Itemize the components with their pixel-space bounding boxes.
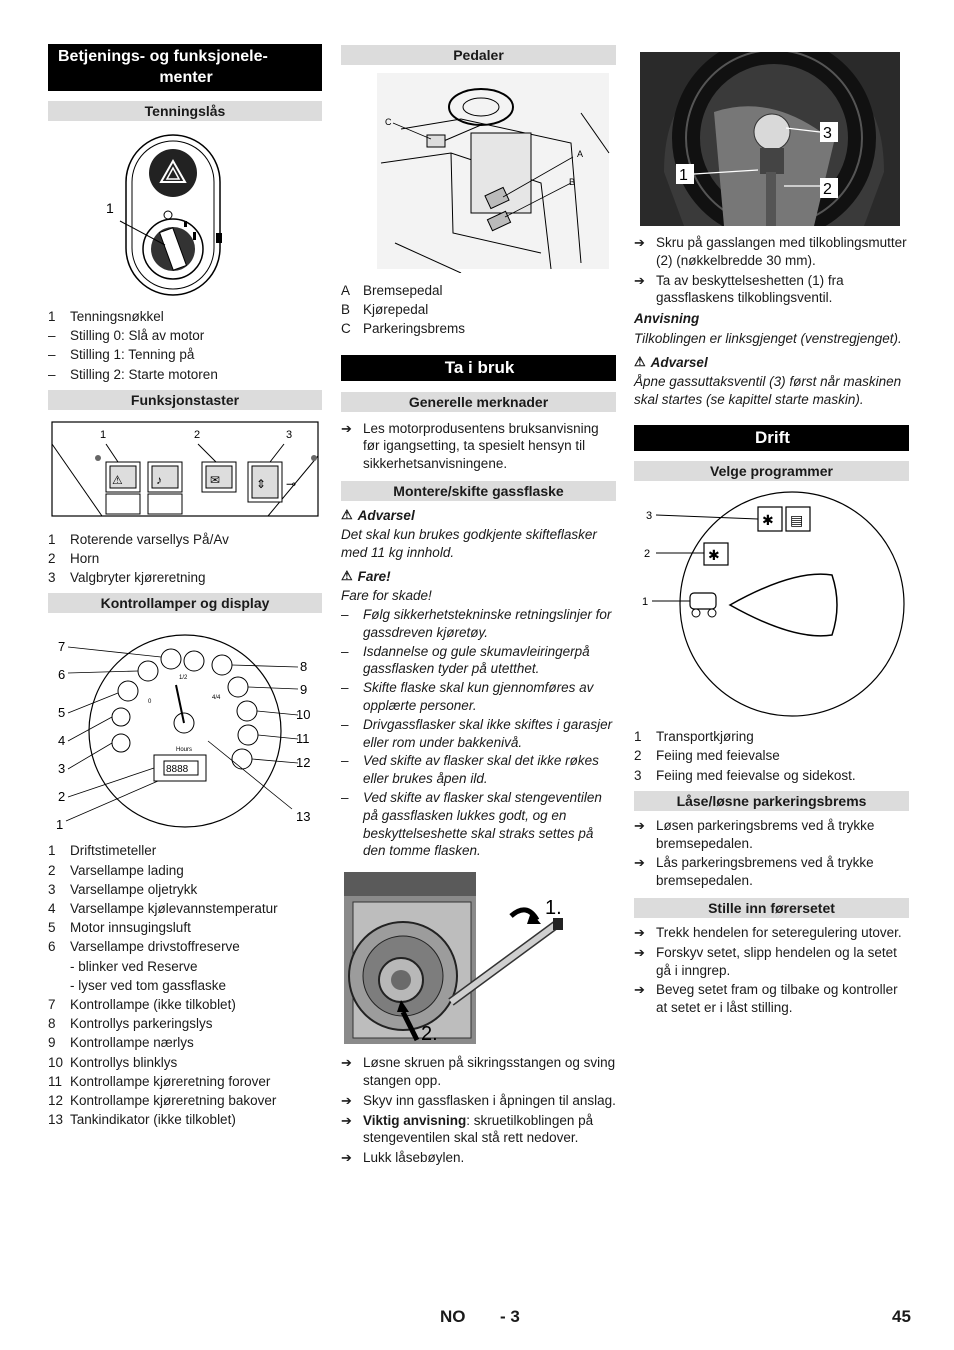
ignition-figure xyxy=(48,129,322,299)
list-item: 13 Tankindikator (ikke tilkoblet) xyxy=(48,1112,236,1128)
arrow-icon: ➔ xyxy=(634,855,645,871)
display-heading: Kontrollamper og display xyxy=(48,593,322,613)
callout-11: 11 xyxy=(296,731,310,747)
list-item: - lyser ved tom gassflaske xyxy=(70,977,227,993)
list-item: C Parkeringsbrems xyxy=(341,321,466,337)
list-item: ➔ Viktig anvisning: skruetilkoblingen på stengeventilen skal stå rett nedover. xyxy=(341,1112,594,1146)
function-keys-heading: Funksjonstaster xyxy=(48,390,322,410)
callout-3: 3 xyxy=(286,428,293,441)
callout-2: 2 xyxy=(58,789,66,805)
gas-bottle-illustration xyxy=(341,872,616,1046)
callout-1: 1 xyxy=(642,596,649,609)
arrow-icon: ➔ xyxy=(634,924,645,940)
list-item: ➔ Beveg setet fram og tilbake og kontroller at setet er i låst stilling. xyxy=(634,982,898,1016)
callout-a: A xyxy=(577,149,584,159)
function-keys-panel-illustration xyxy=(48,418,322,522)
gas-steps xyxy=(341,1054,616,1167)
callout-2: 2 xyxy=(823,181,832,198)
brush-sidebrush-icon: ✱ xyxy=(762,512,774,529)
list-item: 4 Varsellampe kjølevannstemperatur xyxy=(48,901,278,917)
callout-4: 4 xyxy=(58,733,66,749)
general-heading: Generelle merknader xyxy=(341,392,616,412)
programs-list xyxy=(634,727,909,785)
callout-8: 8 xyxy=(300,659,308,675)
list-item: 10 Kontrollys blinklys xyxy=(48,1054,178,1070)
danger-label: ⚠ Fare! xyxy=(341,568,391,584)
list-item: 11 Kontrollampe kjøreretning forover xyxy=(48,1073,271,1089)
pedals-figure xyxy=(341,73,616,273)
programs-figure xyxy=(634,489,909,719)
section-title-commissioning: Ta i bruk xyxy=(341,355,616,381)
function-keys-figure xyxy=(48,418,322,522)
callout-1: 1 xyxy=(679,167,688,184)
arrow-icon: ➔ xyxy=(341,1055,352,1071)
instrument-panel-illustration xyxy=(48,623,322,833)
list-item: 2 Horn xyxy=(48,551,100,567)
callout-step-2: 2. xyxy=(421,1023,438,1046)
safety-list xyxy=(341,606,616,860)
seat-heading: Stille inn førersetet xyxy=(634,898,909,918)
hours-label: Hours xyxy=(176,747,193,754)
callout-12: 12 xyxy=(296,755,311,771)
list-item: – Stilling 0: Slå av motor xyxy=(48,328,205,344)
gas-valve-photo xyxy=(634,52,909,226)
list-item: 3 Feiing med feievalse og sidekost. xyxy=(634,767,856,783)
callout-6: 6 xyxy=(58,667,66,683)
arrow-icon: ➔ xyxy=(341,1150,352,1166)
callout-1: 1 xyxy=(56,817,64,833)
list-item: 5 Motor innsugingsluft xyxy=(48,920,191,936)
list-item: 9 Kontrollampe nærlys xyxy=(48,1035,194,1051)
footer-language: NO xyxy=(440,1307,466,1326)
warning-triangle-icon: ⚠ xyxy=(341,568,353,583)
arrow-icon: ➔ xyxy=(341,1112,352,1128)
list-item: ➔ Lukk låsebøylen. xyxy=(341,1150,465,1166)
section-title-operation: Drift xyxy=(634,425,909,451)
warning-text: Det skal kun brukes godkjente skifteflasker med 11 kg innhold. xyxy=(341,527,597,560)
display-figure xyxy=(48,623,322,833)
callout-13: 13 xyxy=(296,809,311,825)
callout-1: 1 xyxy=(106,200,114,216)
program-selector-illustration xyxy=(634,489,909,719)
gas-heading: Montere/skifte gassflaske xyxy=(341,481,616,501)
direction-selector-icon: ⇕ xyxy=(256,476,267,491)
hour-counter-icon: 8888 xyxy=(166,764,189,776)
list-item: 1 Driftstimeteller xyxy=(48,843,157,859)
arrow-icon: ➔ xyxy=(634,272,645,288)
footer-section: - 3 xyxy=(500,1307,520,1326)
light-icon: ✉ xyxy=(210,472,221,487)
callout-3: 3 xyxy=(823,125,832,142)
svg-text:⊸: ⊸ xyxy=(286,476,297,491)
list-item: – Ved skifte av flasker skal det ikke røkes eller brukes åpen ild. xyxy=(341,753,599,787)
list-item: 1 Tenningsnøkkel xyxy=(48,309,164,324)
list-item: – Følg sikkerhetstekninske retningslinjer for gassdreven kjøretøy. xyxy=(341,607,612,640)
list-item: B Kjørepedal xyxy=(341,302,429,318)
list-item: 1 Transportkjøring xyxy=(634,729,754,745)
list-item: ➔ Skyv inn gassflasken i åpningen til anslag. xyxy=(341,1092,616,1108)
hazard-button-icon xyxy=(149,149,197,197)
rotating-beacon-icon: ⚠ xyxy=(112,472,123,487)
list-item: ➔ Forskyv setet, slipp hendelen og la setet gå i inngrep. xyxy=(634,944,897,978)
callout-5: 5 xyxy=(58,705,66,721)
pedals-illustration xyxy=(341,73,616,273)
list-item: 3 Varsellampe oljetrykk xyxy=(48,881,198,897)
list-item: 3 Valgbryter kjøreretning xyxy=(48,570,206,586)
ignition-list xyxy=(48,307,322,384)
callout-b: B xyxy=(569,177,576,187)
arrow-icon: ➔ xyxy=(341,1092,352,1108)
callout-1: 1 xyxy=(100,428,107,441)
chapter-heading: Betjenings- og funksjonele- menter xyxy=(48,44,322,91)
brush-icon: ✱ xyxy=(708,547,720,564)
horn-icon: ♪ xyxy=(156,472,162,487)
general-note: ➔ Les motorprodusentens bruksanvisning før igangsetting, ta spesielt hensyn til sikkerhetsanvisningene. xyxy=(341,420,599,472)
column-left xyxy=(48,44,322,1135)
callout-c: C xyxy=(385,117,392,127)
arrow-icon: ➔ xyxy=(341,420,352,436)
ignition-heading: Tenningslås xyxy=(48,101,322,121)
note-label: Anvisning xyxy=(634,311,700,327)
callout-step-1: 1. xyxy=(545,897,562,920)
gauge-half: 1/2 xyxy=(179,675,188,682)
list-item: 6 Varsellampe drivstoffreserve xyxy=(48,939,240,955)
list-item: ➔ Skru på gasslangen med tilkoblingsmutter (2) (nøkkelbredde 30 mm). xyxy=(634,235,907,268)
callout-10: 10 xyxy=(296,707,311,723)
arrow-icon: ➔ xyxy=(634,817,645,833)
list-item: – Stilling 1: Tenning på xyxy=(48,347,195,363)
function-keys-list xyxy=(48,530,322,588)
column-right xyxy=(634,44,909,1019)
list-item: 8 Kontrollys parkeringslys xyxy=(48,1016,213,1032)
callout-2: 2 xyxy=(194,428,201,441)
pedals-list xyxy=(341,281,616,339)
callout-3: 3 xyxy=(58,761,66,777)
warning-triangle-icon: ⚠ xyxy=(634,354,646,370)
parking-heading: Låse/løsne parkeringsbrems xyxy=(634,791,909,811)
pedals-heading: Pedaler xyxy=(341,45,616,65)
callout-3: 3 xyxy=(646,510,653,523)
list-item: 1 Roterende varsellys På/Av xyxy=(48,531,229,547)
callout-7: 7 xyxy=(58,639,66,655)
warning-label: ⚠ Advarsel xyxy=(341,507,415,523)
programs-heading: Velge programmer xyxy=(634,461,909,481)
column-middle xyxy=(341,44,616,1169)
list-item: 2 Feiing med feievalse xyxy=(634,748,780,764)
display-list xyxy=(48,841,322,1129)
sidebrush-icon: ▤ xyxy=(790,512,804,529)
list-item: ➔ Løsen parkeringsbrems ved å trykke bremsepedalen. xyxy=(634,817,875,851)
list-item: 7 Kontrollampe (ikke tilkoblet) xyxy=(48,997,236,1013)
callout-9: 9 xyxy=(300,682,308,698)
arrow-icon: ➔ xyxy=(634,235,645,250)
parking-steps xyxy=(634,817,909,890)
list-item: 12 Kontrollampe kjøreretning bakover xyxy=(48,1093,277,1109)
page-number: 45 xyxy=(892,1307,911,1326)
ignition-switch-illustration xyxy=(48,129,322,299)
arrow-icon: ➔ xyxy=(634,982,645,998)
list-item: ➔ Løsne skruen på sikringsstangen og sving stangen opp. xyxy=(341,1055,616,1088)
list-item: 2 Varsellampe lading xyxy=(48,862,184,878)
gauge-zero: 0 xyxy=(148,699,152,706)
warning-label: ⚠ Advarsel xyxy=(634,354,708,370)
list-item: – Ved skifte av flasker skal stengeventilen på gassflasken lukkes godt, og en beskyttelseshette skal straks settes på den tomme flasken. xyxy=(341,789,602,859)
danger-text: Fare for skade! xyxy=(341,588,432,603)
list-item: ➔ Trekk hendelen for seteregulering utover. xyxy=(634,924,902,940)
warning-triangle-icon: ⚠ xyxy=(341,507,353,522)
gauge-full: 4/4 xyxy=(212,695,221,702)
note-text: Tilkoblingen er linksgjenget (venstregjenget). xyxy=(634,331,902,347)
seat-steps xyxy=(634,924,909,1017)
arrow-icon: ➔ xyxy=(634,944,645,960)
list-item: ➔ Lås parkeringsbremens ved å trykke bremsepedalen. xyxy=(634,855,874,889)
list-item: A Bremsepedal xyxy=(341,283,443,298)
list-item: – Skifte flaske skal kun gjennomføres av opplærte personer. xyxy=(341,680,594,713)
list-item: - blinker ved Reserve xyxy=(70,958,198,974)
list-item: – Isdannelse og gule skumavleiringerpå gassflasken tyder på utetthet. xyxy=(341,643,590,677)
list-item: – Drivgassflasker skal ikke skiftes i garasjer eller rom under bakkenivå. xyxy=(341,716,613,750)
list-item: – Stilling 2: Starte motoren xyxy=(48,366,218,382)
gas-valve-illustration xyxy=(634,52,909,226)
valve-steps xyxy=(634,234,909,307)
gas-bottle-photo xyxy=(341,872,616,1046)
warning-text: Åpne gassuttaksventil (3) først når maskinen skal startes (se kapittel starte maskin). xyxy=(634,374,902,408)
callout-2: 2 xyxy=(644,548,651,561)
list-item: ➔ Ta av beskyttelseshetten (1) fra gassflaskens tilkoblingsventil. xyxy=(634,272,844,306)
